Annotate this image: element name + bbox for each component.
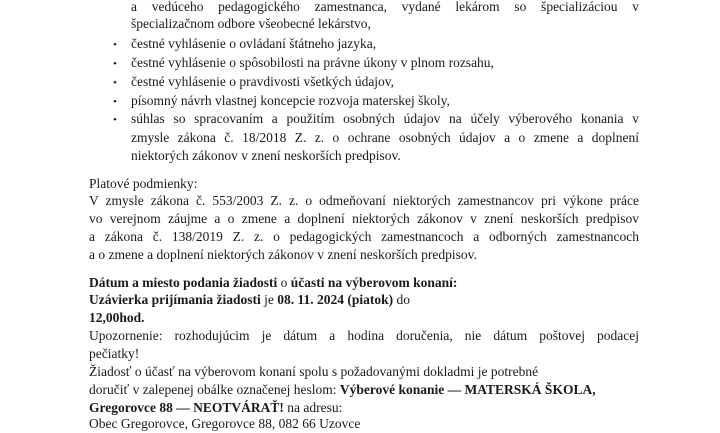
deadline-date: 08. 11. 2024 (piatok) — [277, 292, 394, 307]
deadline-time-value: 12,00hod. — [89, 310, 145, 325]
requirement-legal-capacity: čestné vyhlásenie o spôsobilosti na právne úkony v plnom rozsahu, — [131, 55, 494, 70]
bullet-icon: • — [113, 96, 117, 108]
submission-heading — [89, 274, 457, 292]
requirement-concept: písomný návrh vlastnej koncepcie rozvoja materskej školy, — [131, 93, 450, 108]
requirement-truthfulness: čestné vyhlásenie o pravdivosti všetkých údajov, — [131, 74, 395, 89]
deadline-time — [89, 309, 145, 327]
deadline-do: do — [396, 292, 411, 307]
delivery-line-2-bold: Výberové konanie — MATERSKÁ ŠKOLA, — [339, 382, 596, 397]
requirement-language: čestné vyhlásenie o ovládaní štátneho jazyka, — [131, 36, 377, 51]
deadline-label: Uzávierka prijímania žiadosti — [89, 292, 261, 307]
requirement-consent-2: zmysle zákona č. 18/2018 Z. z. o ochrane osobných údajov a o zmene a doplnení — [131, 130, 639, 145]
submission-heading-bold-2: účasti na výberovom konaní: — [290, 275, 458, 290]
requirement-line-2: špecializačnom odbore všeobecné lekárstvo, — [131, 16, 371, 31]
requirement-consent-3: niektorých zákonov v znení neskorších predpisov. — [131, 148, 401, 163]
delivery-line-3-bold: Gregorovce 88 — NEOTVÁRAŤ! — [89, 400, 284, 415]
requirement-consent-1: súhlas so spracovaním a použitím osobných údajov na účely výberového konania v — [131, 111, 639, 126]
salary-heading: Platové podmienky: — [89, 176, 198, 191]
bullet-icon: • — [113, 114, 117, 126]
delivery-address: Obec Gregorovce, Gregorovce 88, 082 66 Uzovce — [89, 416, 361, 431]
salary-line-3: a zákona č. 138/2019 Z. z. o pedagogických zamestnancoch a odborných zamestnancoch — [89, 229, 639, 244]
bullet-icon: • — [113, 39, 117, 51]
delivery-line-2 — [89, 381, 596, 399]
deadline-line — [89, 291, 410, 309]
deadline-je: je — [264, 292, 274, 307]
delivery-line-2-plain: doručiť v zalepenej obálke označenej heslom: — [89, 382, 337, 397]
delivery-line-3-plain: na adresu: — [287, 400, 343, 415]
delivery-line-1: Žiadosť o účasť na výberovom konaní spolu s požadovanými dokladmi je potrebné — [89, 364, 539, 379]
salary-line-1: V zmysle zákona č. 553/2003 Z. z. o odmeňovaní niektorých zamestnancov pri výkone práce — [89, 193, 639, 208]
bullet-icon: • — [113, 58, 117, 70]
warning-line-1: Upozornenie: rozhodujúcim je dátum a hodina doručenia, nie dátum poštovej podacej — [89, 328, 639, 343]
bullet-icon: • — [113, 77, 117, 89]
submission-heading-bold: Dátum a miesto podania žiadosti — [89, 275, 278, 290]
requirement-line-1: a vedúceho pedagogického zamestnanca, vydané lekárom so špecializáciou v — [131, 0, 639, 14]
salary-line-4: a o zmene a doplnení niektorých zákonov v znení neskorších predpisov. — [89, 247, 477, 262]
submission-heading-o: o — [280, 275, 288, 290]
warning-line-2: pečiatky! — [89, 346, 140, 361]
salary-line-2: vo verejnom záujme a o zmene a doplnení niektorých zákonov v znení neskorších predpisov — [89, 211, 639, 226]
